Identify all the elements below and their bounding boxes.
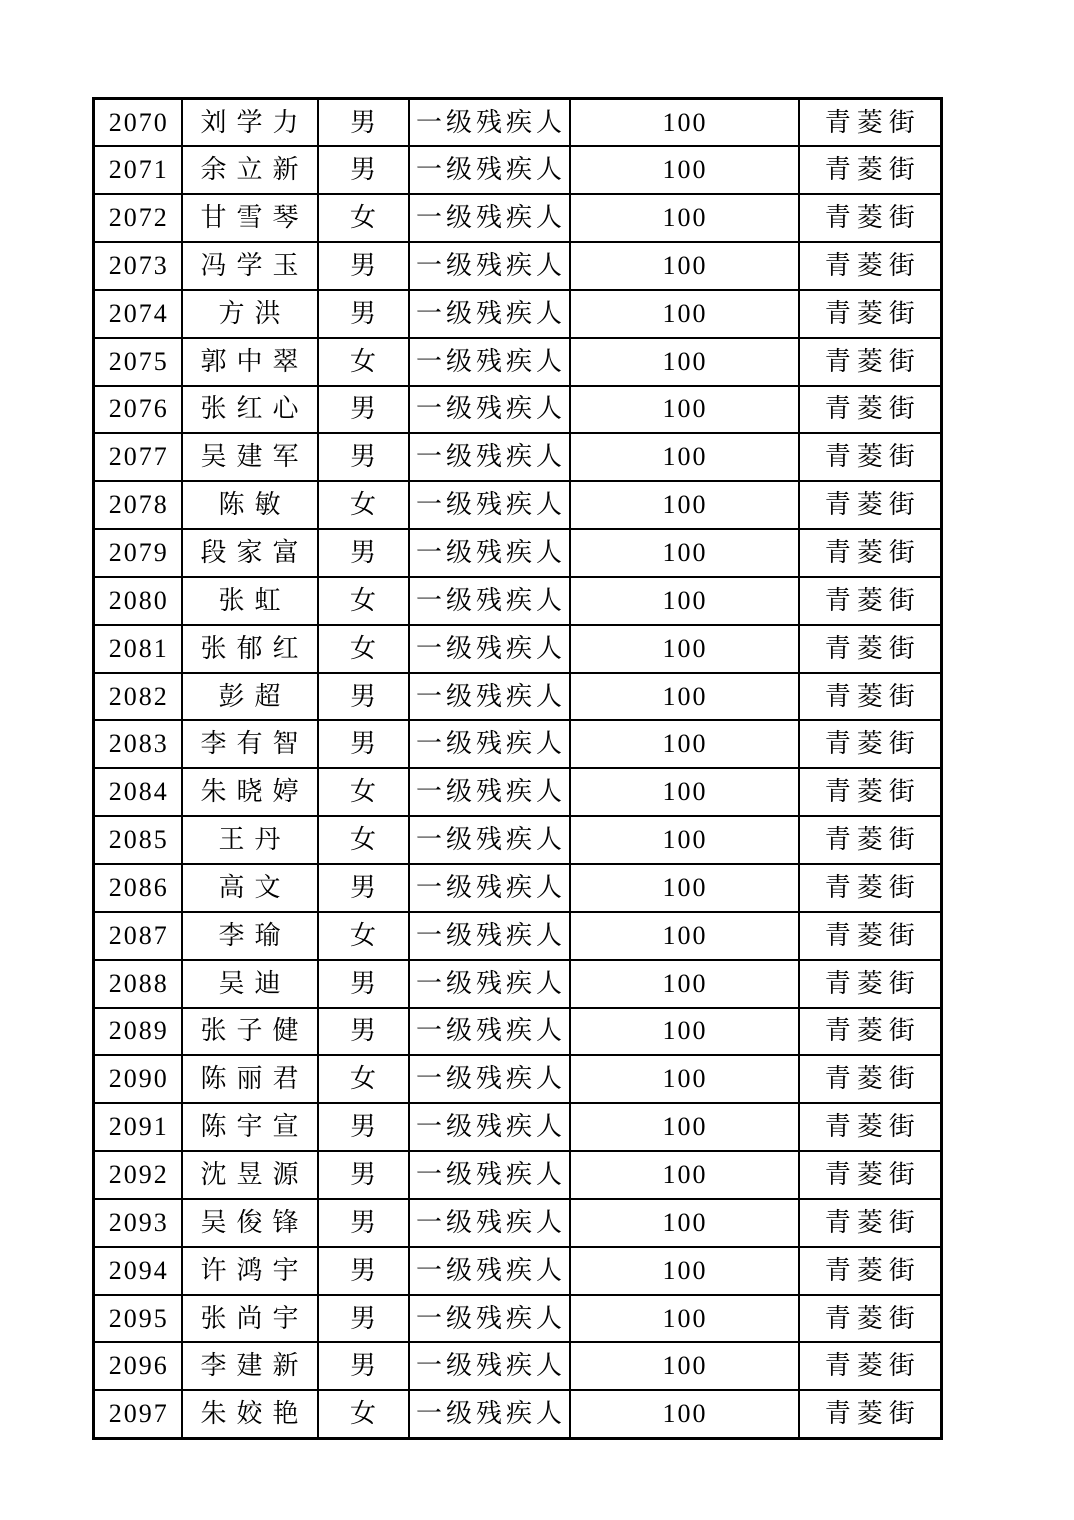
cell-name: 王丹 (182, 816, 318, 864)
cell-name: 刘学力 (182, 99, 318, 147)
cell-amount: 100 (570, 673, 799, 721)
cell-category: 一级残疾人 (409, 1247, 570, 1295)
cell-serial: 2088 (94, 960, 182, 1008)
cell-category: 一级残疾人 (409, 673, 570, 721)
table-row (94, 864, 942, 912)
table-row (94, 1247, 942, 1295)
cell-serial: 2082 (94, 673, 182, 721)
cell-category: 一级残疾人 (409, 1199, 570, 1247)
cell-amount: 100 (570, 1247, 799, 1295)
cell-name: 沈昱源 (182, 1151, 318, 1199)
table-row (94, 481, 942, 529)
cell-amount: 100 (570, 816, 799, 864)
cell-amount: 100 (570, 1151, 799, 1199)
cell-category: 一级残疾人 (409, 625, 570, 673)
cell-category: 一级残疾人 (409, 338, 570, 386)
cell-category: 一级残疾人 (409, 481, 570, 529)
cell-street: 青菱街 (799, 386, 942, 434)
table-row (94, 768, 942, 816)
cell-serial: 2097 (94, 1390, 182, 1438)
cell-serial: 2089 (94, 1008, 182, 1056)
cell-gender: 女 (318, 481, 409, 529)
cell-gender: 男 (318, 242, 409, 290)
table-row (94, 816, 942, 864)
table-row (94, 960, 942, 1008)
cell-amount: 100 (570, 768, 799, 816)
cell-name: 甘雪琴 (182, 194, 318, 242)
cell-gender: 男 (318, 146, 409, 194)
table-row (94, 146, 942, 194)
table-row (94, 386, 942, 434)
table-row (94, 625, 942, 673)
cell-gender: 女 (318, 625, 409, 673)
cell-serial: 2090 (94, 1055, 182, 1103)
cell-gender: 男 (318, 1247, 409, 1295)
cell-street: 青菱街 (799, 864, 942, 912)
cell-amount: 100 (570, 338, 799, 386)
cell-serial: 2078 (94, 481, 182, 529)
cell-street: 青菱街 (799, 960, 942, 1008)
cell-street: 青菱街 (799, 529, 942, 577)
cell-category: 一级残疾人 (409, 912, 570, 960)
cell-amount: 100 (570, 864, 799, 912)
cell-category: 一级残疾人 (409, 816, 570, 864)
cell-serial: 2076 (94, 386, 182, 434)
cell-amount: 100 (570, 146, 799, 194)
cell-amount: 100 (570, 1342, 799, 1390)
cell-amount: 100 (570, 290, 799, 338)
table-row (94, 1295, 942, 1343)
cell-amount: 100 (570, 625, 799, 673)
cell-street: 青菱街 (799, 1390, 942, 1438)
cell-serial: 2087 (94, 912, 182, 960)
cell-serial: 2094 (94, 1247, 182, 1295)
cell-category: 一级残疾人 (409, 1342, 570, 1390)
cell-street: 青菱街 (799, 242, 942, 290)
cell-gender: 女 (318, 1055, 409, 1103)
cell-category: 一级残疾人 (409, 146, 570, 194)
cell-serial: 2096 (94, 1342, 182, 1390)
cell-serial: 2074 (94, 290, 182, 338)
cell-amount: 100 (570, 529, 799, 577)
table-body (94, 99, 942, 1439)
cell-amount: 100 (570, 1008, 799, 1056)
cell-serial: 2086 (94, 864, 182, 912)
cell-serial: 2073 (94, 242, 182, 290)
cell-street: 青菱街 (799, 577, 942, 625)
cell-serial: 2072 (94, 194, 182, 242)
cell-category: 一级残疾人 (409, 529, 570, 577)
cell-street: 青菱街 (799, 1295, 942, 1343)
cell-gender: 女 (318, 816, 409, 864)
cell-gender: 男 (318, 290, 409, 338)
cell-serial: 2083 (94, 720, 182, 768)
cell-serial: 2095 (94, 1295, 182, 1343)
cell-name: 张红心 (182, 386, 318, 434)
cell-name: 方洪 (182, 290, 318, 338)
cell-name: 余立新 (182, 146, 318, 194)
cell-serial: 2075 (94, 338, 182, 386)
table-row (94, 529, 942, 577)
beneficiary-roster-table (92, 97, 943, 1440)
cell-street: 青菱街 (799, 290, 942, 338)
cell-street: 青菱街 (799, 1008, 942, 1056)
cell-serial: 2077 (94, 433, 182, 481)
cell-category: 一级残疾人 (409, 194, 570, 242)
cell-gender: 女 (318, 338, 409, 386)
table-row (94, 1103, 942, 1151)
cell-name: 陈宇宣 (182, 1103, 318, 1151)
cell-gender: 男 (318, 1295, 409, 1343)
cell-amount: 100 (570, 960, 799, 1008)
cell-amount: 100 (570, 242, 799, 290)
cell-gender: 男 (318, 1199, 409, 1247)
cell-gender: 男 (318, 99, 409, 147)
cell-category: 一级残疾人 (409, 99, 570, 147)
cell-gender: 女 (318, 194, 409, 242)
cell-name: 朱姣艳 (182, 1390, 318, 1438)
cell-gender: 女 (318, 577, 409, 625)
cell-street: 青菱街 (799, 720, 942, 768)
cell-street: 青菱街 (799, 912, 942, 960)
cell-category: 一级残疾人 (409, 1390, 570, 1438)
cell-gender: 男 (318, 720, 409, 768)
cell-street: 青菱街 (799, 99, 942, 147)
cell-name: 郭中翠 (182, 338, 318, 386)
table-row (94, 1008, 942, 1056)
cell-category: 一级残疾人 (409, 720, 570, 768)
cell-street: 青菱街 (799, 1103, 942, 1151)
table-row (94, 290, 942, 338)
cell-serial: 2080 (94, 577, 182, 625)
cell-name: 张子健 (182, 1008, 318, 1056)
cell-name: 吴迪 (182, 960, 318, 1008)
cell-category: 一级残疾人 (409, 433, 570, 481)
cell-name: 朱晓婷 (182, 768, 318, 816)
table-row (94, 720, 942, 768)
cell-name: 许鸿宇 (182, 1247, 318, 1295)
table-row (94, 577, 942, 625)
cell-street: 青菱街 (799, 194, 942, 242)
table-row (94, 1390, 942, 1438)
cell-name: 段家富 (182, 529, 318, 577)
cell-street: 青菱街 (799, 481, 942, 529)
cell-amount: 100 (570, 1295, 799, 1343)
cell-gender: 男 (318, 673, 409, 721)
cell-amount: 100 (570, 1055, 799, 1103)
table-row (94, 338, 942, 386)
cell-serial: 2081 (94, 625, 182, 673)
table-row (94, 1199, 942, 1247)
cell-gender: 男 (318, 433, 409, 481)
cell-street: 青菱街 (799, 1342, 942, 1390)
table-row (94, 194, 942, 242)
cell-gender: 男 (318, 960, 409, 1008)
cell-gender: 男 (318, 864, 409, 912)
cell-serial: 2092 (94, 1151, 182, 1199)
cell-gender: 男 (318, 529, 409, 577)
table-row (94, 99, 942, 147)
cell-street: 青菱街 (799, 673, 942, 721)
cell-amount: 100 (570, 1199, 799, 1247)
cell-serial: 2091 (94, 1103, 182, 1151)
cell-category: 一级残疾人 (409, 1103, 570, 1151)
cell-name: 张郁红 (182, 625, 318, 673)
table-row (94, 1055, 942, 1103)
cell-serial: 2085 (94, 816, 182, 864)
cell-amount: 100 (570, 720, 799, 768)
cell-name: 李有智 (182, 720, 318, 768)
cell-name: 李瑜 (182, 912, 318, 960)
cell-gender: 男 (318, 386, 409, 434)
cell-name: 彭超 (182, 673, 318, 721)
cell-category: 一级残疾人 (409, 1295, 570, 1343)
cell-amount: 100 (570, 433, 799, 481)
cell-street: 青菱街 (799, 1055, 942, 1103)
cell-street: 青菱街 (799, 433, 942, 481)
cell-serial: 2093 (94, 1199, 182, 1247)
cell-name: 张虹 (182, 577, 318, 625)
cell-name: 高文 (182, 864, 318, 912)
cell-name: 吴俊锋 (182, 1199, 318, 1247)
cell-category: 一级残疾人 (409, 1055, 570, 1103)
cell-gender: 男 (318, 1342, 409, 1390)
cell-name: 张尚宇 (182, 1295, 318, 1343)
cell-serial: 2070 (94, 99, 182, 147)
cell-street: 青菱街 (799, 816, 942, 864)
cell-gender: 女 (318, 1390, 409, 1438)
cell-amount: 100 (570, 1103, 799, 1151)
cell-serial: 2084 (94, 768, 182, 816)
cell-amount: 100 (570, 481, 799, 529)
cell-category: 一级残疾人 (409, 386, 570, 434)
cell-category: 一级残疾人 (409, 960, 570, 1008)
cell-street: 青菱街 (799, 768, 942, 816)
table-row (94, 912, 942, 960)
table-row (94, 673, 942, 721)
cell-name: 冯学玉 (182, 242, 318, 290)
cell-amount: 100 (570, 99, 799, 147)
cell-serial: 2079 (94, 529, 182, 577)
cell-category: 一级残疾人 (409, 577, 570, 625)
table-row (94, 1342, 942, 1390)
cell-category: 一级残疾人 (409, 768, 570, 816)
cell-serial: 2071 (94, 146, 182, 194)
cell-category: 一级残疾人 (409, 242, 570, 290)
cell-street: 青菱街 (799, 146, 942, 194)
cell-category: 一级残疾人 (409, 1008, 570, 1056)
cell-gender: 女 (318, 912, 409, 960)
cell-gender: 男 (318, 1008, 409, 1056)
cell-name: 吴建军 (182, 433, 318, 481)
cell-gender: 男 (318, 1103, 409, 1151)
cell-amount: 100 (570, 912, 799, 960)
cell-amount: 100 (570, 194, 799, 242)
cell-name: 陈丽君 (182, 1055, 318, 1103)
cell-category: 一级残疾人 (409, 290, 570, 338)
cell-name: 李建新 (182, 1342, 318, 1390)
cell-amount: 100 (570, 386, 799, 434)
cell-category: 一级残疾人 (409, 864, 570, 912)
table-row (94, 1151, 942, 1199)
cell-gender: 女 (318, 768, 409, 816)
cell-name: 陈敏 (182, 481, 318, 529)
table-row (94, 242, 942, 290)
cell-street: 青菱街 (799, 1247, 942, 1295)
cell-category: 一级残疾人 (409, 1151, 570, 1199)
table-row (94, 433, 942, 481)
cell-street: 青菱街 (799, 338, 942, 386)
cell-street: 青菱街 (799, 1199, 942, 1247)
cell-street: 青菱街 (799, 625, 942, 673)
cell-street: 青菱街 (799, 1151, 942, 1199)
cell-gender: 男 (318, 1151, 409, 1199)
cell-amount: 100 (570, 1390, 799, 1438)
cell-amount: 100 (570, 577, 799, 625)
